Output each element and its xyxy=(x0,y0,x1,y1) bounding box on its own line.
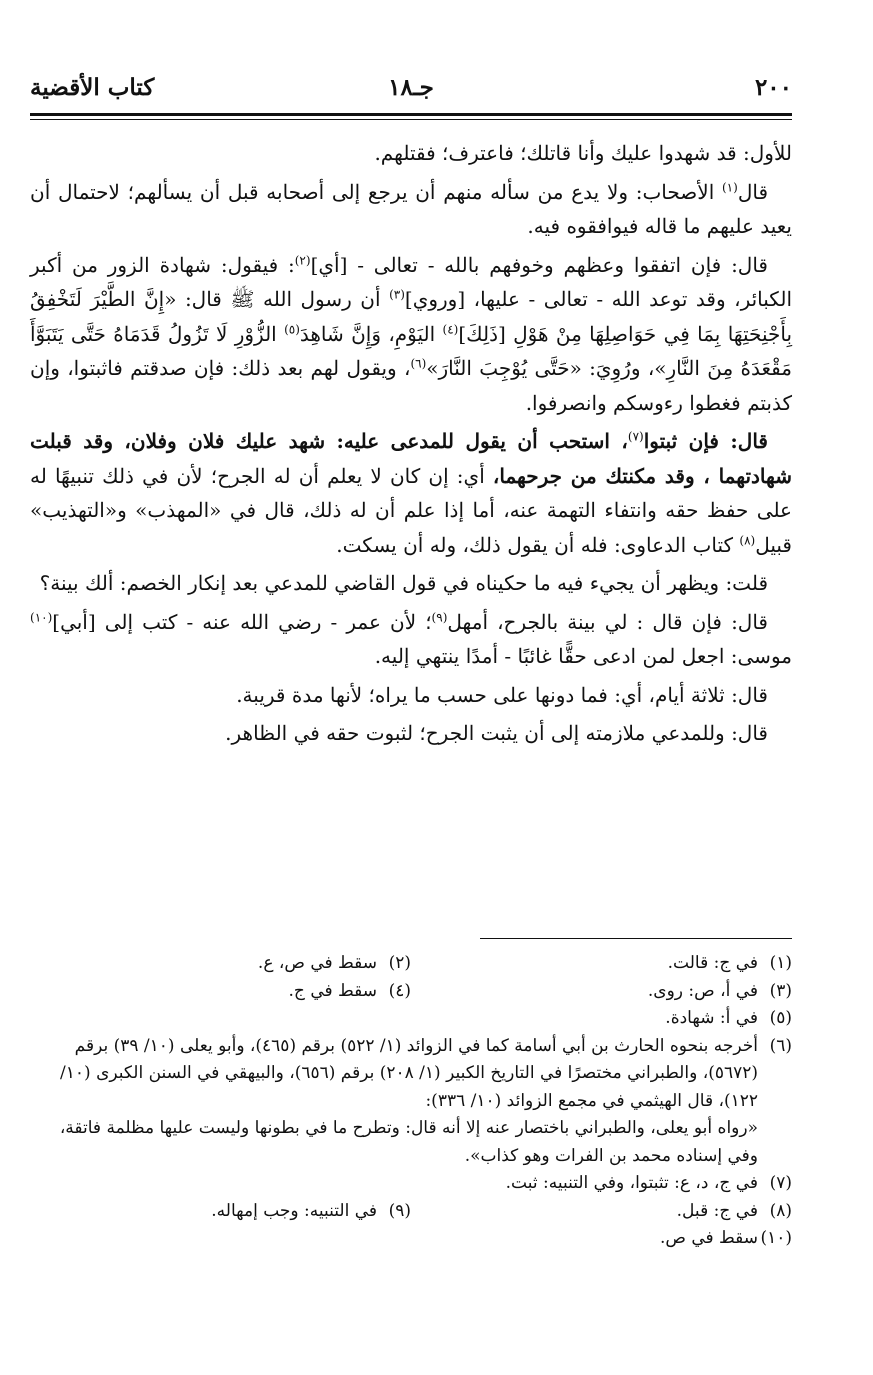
footnote-text: في أ: شهادة. xyxy=(665,1008,758,1028)
footnote-text: أخرجه بنحوه الحارث بن أبي أسامة كما في الزوائد (١/ ٥٢٢) برقم (٤٦٥)، وأبو يعلى (١٠/ ٣٩) برقم (٥٦٧٢)، والطبراني مختصرًا في التاريخ الكبير (١/ ٢٠٨) برقم (٦٥٦)، والبيهقي في السنن الكبرى (١٠/ ١٢٢)، قال الهيثمي في مجمع الزوائد (١٠/ ٣٣٦): xyxy=(60,1035,758,1111)
paragraph-5: قلت: ويظهر أن يجيء فيه ما حكيناه في قول القاضي للمدعي بعد إنكار الخصم: ألك بينة؟ xyxy=(39,571,768,595)
footnote-number: (٤) xyxy=(388,980,411,1001)
text-run: الأصحاب: ولا يدع من سأله منهم أن يرجع إلى أصحابه قبل أن يسألهم؛ لاحتمال أن يعيد عليهم ما قاله فيوافقوه فيه. xyxy=(30,179,792,238)
paragraph-1: للأول: قد شهدوا عليك وأنا قاتلك؛ فاعترف؛ فقتلهم. xyxy=(374,141,792,165)
text-run: موسى: اجعل لمن ادعى حقًّا غائبًا - أمدًا ينتهي إليه. xyxy=(374,644,792,668)
footnote-7 xyxy=(30,1170,792,1198)
text-run: أي: إن كان لا يعلم أن له الجرح؛ لأن في ذلك تنبيهًا له على حفظ حقه وانتفاء التهمة عنه، أما إذا علم أن له ذلك، قال في «المهذب» و«التهذيب» قبيل xyxy=(30,463,792,557)
footnote-ref: (٥) xyxy=(284,321,300,336)
footnote-ref: (١) xyxy=(721,179,738,194)
text-run: قال xyxy=(737,179,768,204)
footnote-2 xyxy=(30,950,411,978)
footnote-6-quote: «رواه أبو يعلى، والطبراني باختصار عنه إلا أنه قال: وتطرح ما في بطونها وليست عليها مظلمة فاتقة، وفي إسناده محمد بن الفرات وهو كذاب». xyxy=(59,1118,758,1166)
footnote-10 xyxy=(30,1225,792,1253)
footnote-number: (٢) xyxy=(388,953,411,973)
footnote-number: (٧) xyxy=(769,1173,792,1193)
page-header xyxy=(30,74,792,114)
footnote-1 xyxy=(411,950,792,978)
footnote-number: (٥) xyxy=(769,1008,792,1028)
text-run: اليَوْمِ، وَإِنَّ شَاهِدَ xyxy=(299,321,443,346)
paragraph-7: قال: ثلاثة أيام، أي: فما دونها على حسب ما يراه؛ لأنها مدة قريبة. xyxy=(236,682,768,707)
footnote-ref: (٦) xyxy=(410,356,427,371)
footnote-text: في أ، ص: روى. xyxy=(647,980,758,1001)
footnote-ref: (١٠) xyxy=(30,609,53,624)
footnote-8 xyxy=(411,1198,792,1226)
footnote-text: في ج، د، ع: تثبتوا، وفي التنبيه: ثبت. xyxy=(505,1173,758,1193)
text-run: أن رسول الله ﷺ قال: «إِنَّ الطَّيْرَ لَتَخْفِقُ بِأَجْنِحَتِهَا بِمَا فِي حَوَاصِلِهَا مِنْ هَوْلِ [ذَلِكَ] xyxy=(30,287,793,346)
text-run: قال: فإن اتفقوا وعظهم وخوفهم بالله - تعالى - [أي] xyxy=(310,252,768,277)
matn-run: ، استحب أن يقول للمدعى عليه: شهد عليك فلان وفلان، وقد قبلت شهادتهما ، وقد مكنتك من جرحهما، xyxy=(30,429,792,488)
footnote-6 xyxy=(30,1033,792,1116)
footnote-number: (٨) xyxy=(769,1200,792,1221)
footnote-number: (١٠) xyxy=(760,1228,792,1248)
footnote-row xyxy=(30,1198,792,1226)
footnote-5 xyxy=(30,1005,792,1033)
page-number: ٢٠٠ xyxy=(754,74,792,101)
volume-label: جـ١٨ xyxy=(388,74,434,101)
paragraph-4 xyxy=(30,424,792,562)
header-rule-thick xyxy=(30,113,792,116)
footnote-row xyxy=(30,978,792,1006)
footnote-4 xyxy=(30,978,411,1006)
footnote-text: سقط في ص. xyxy=(659,1228,758,1248)
text-run: ، ويقول لهم بعد ذلك: فإن صدقتم فاثبتوا، وإن كذبتم فغطوا رءوسكم وانصرفوا. xyxy=(30,356,792,415)
paragraph-2 xyxy=(30,175,792,244)
footnote-ref: (٩) xyxy=(431,609,448,624)
text-run: قال: فإن قال : لي بينة بالجرح، أمهل xyxy=(447,609,768,634)
matn-run: قال: فإن ثبتوا xyxy=(643,429,768,453)
text-run: : فيقول: شهادة الزور من أكبر الكبائر، وقد توعد الله - تعالى - عليها، [وروي] xyxy=(30,252,792,311)
footnote-row xyxy=(30,950,792,978)
footnote-text: في التنبيه: وجب إمهاله. xyxy=(211,1200,377,1221)
footnote-ref: (٤) xyxy=(442,321,459,336)
footnote-text: في ج: قبل. xyxy=(676,1200,758,1221)
footnote-3 xyxy=(411,978,792,1006)
paragraph-6 xyxy=(30,605,792,674)
header-rule-thin xyxy=(30,119,792,120)
footnotes xyxy=(30,950,792,1253)
footnote-ref: (٨) xyxy=(739,532,756,547)
footnote-text: في ج: قالت. xyxy=(667,953,758,973)
footnote-text: سقط في ج. xyxy=(288,980,377,1001)
footnote-separator xyxy=(480,938,792,939)
text-run: كتاب الدعاوى: فله أن يقول ذلك، وله أن يسكت. xyxy=(336,532,740,557)
footnote-ref: (٣) xyxy=(389,287,405,302)
book-title: كتاب الأقضية xyxy=(30,74,155,101)
text-run: الزُّوْرِ لَا تَزُولُ قَدَمَاهُ حَتَّى يَتَبَوَّأَ مَقْعَدَهُ مِنَ النَّارِ»، ورُوِيَ: «حَتَّى يُوْجِبَ النَّارَ» xyxy=(30,321,792,380)
footnote-number: (٦) xyxy=(769,1035,792,1056)
footnote-number: (١) xyxy=(769,953,792,973)
footnote-ref: (٧) xyxy=(627,429,644,444)
text-run: ؛ لأن عمر - رضي الله عنه - كتب إلى [أبي] xyxy=(52,609,432,634)
paragraph-3 xyxy=(30,248,792,421)
main-text xyxy=(30,136,792,751)
footnote-number: (٣) xyxy=(769,980,792,1001)
footnote-ref: (٢) xyxy=(294,252,311,267)
footnote-number: (٩) xyxy=(388,1200,411,1221)
footnote-text: سقط في ص، ع. xyxy=(257,953,377,973)
footnote-9 xyxy=(30,1198,411,1226)
paragraph-8: قال: وللمدعي ملازمته إلى أن يثبت الجرح؛ لثبوت حقه في الظاهر. xyxy=(225,721,768,745)
